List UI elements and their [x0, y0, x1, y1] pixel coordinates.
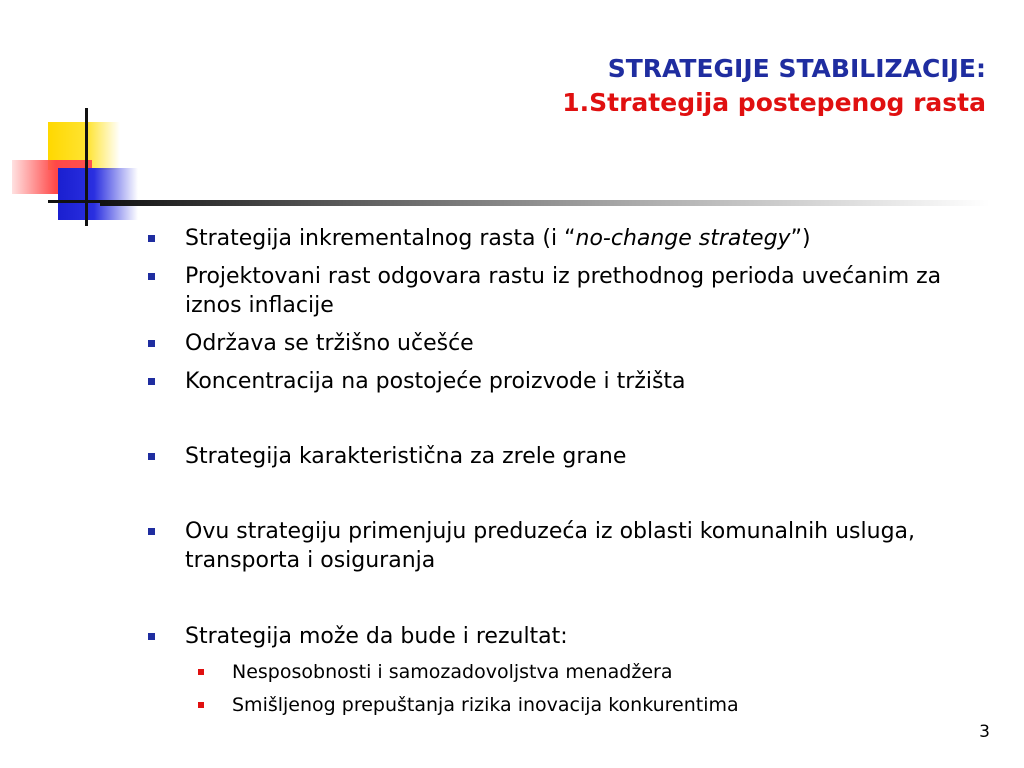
list-item-text-part: Strategija inkrementalnog rasta (i “	[185, 226, 576, 251]
horizontal-line-shape	[48, 200, 108, 203]
list-item-text-part: ”)	[790, 226, 811, 251]
bullet-square-icon	[148, 528, 155, 535]
page-number: 3	[979, 722, 990, 742]
sub-bullet-square-icon	[198, 669, 204, 675]
list-item-text: Projektovani rast odgovara rastu iz prethodnog perioda uvećanim za iznos inflacije	[185, 264, 942, 318]
vertical-line-shape	[85, 108, 88, 226]
list-item-text	[185, 224, 945, 253]
bullet-square-icon	[148, 453, 155, 460]
list-item-text: Ovu strategiju primenjuju preduzeća iz oblasti komunalnih usluga, transporta i osiguranja	[185, 519, 916, 573]
list-item-text: Održava se tržišno učešće	[185, 331, 474, 356]
sub-list-item-text: Nesposobnosti i samozadovoljstva menadžera	[232, 661, 673, 683]
title-divider-rule	[100, 200, 990, 206]
blue-square-shape	[58, 168, 138, 220]
slide-title-line-1: STRATEGIJE STABILIZACIJE:	[607, 54, 986, 83]
list-item-text: Koncentracija na postojeće proizvode i tržišta	[185, 369, 686, 394]
bullet-square-icon	[148, 633, 155, 640]
list-item-italic-text: no-change strategy	[575, 226, 791, 251]
slide-title-line-2: 1.Strategija postepenog rasta	[562, 88, 986, 117]
sub-bullet-square-icon	[198, 702, 204, 708]
bullet-square-icon	[148, 378, 155, 385]
bullet-square-icon	[148, 273, 155, 280]
bullet-square-icon	[148, 235, 155, 242]
list-item-text: Strategija karakteristična za zrele grane	[185, 444, 627, 469]
bullet-square-icon	[148, 340, 155, 347]
slide-title	[562, 52, 986, 120]
sub-list-item-text: Smišljenog prepuštanja rizika inovacija konkurentima	[232, 694, 739, 716]
list-item-text: Strategija može da bude i rezultat:	[185, 624, 568, 649]
